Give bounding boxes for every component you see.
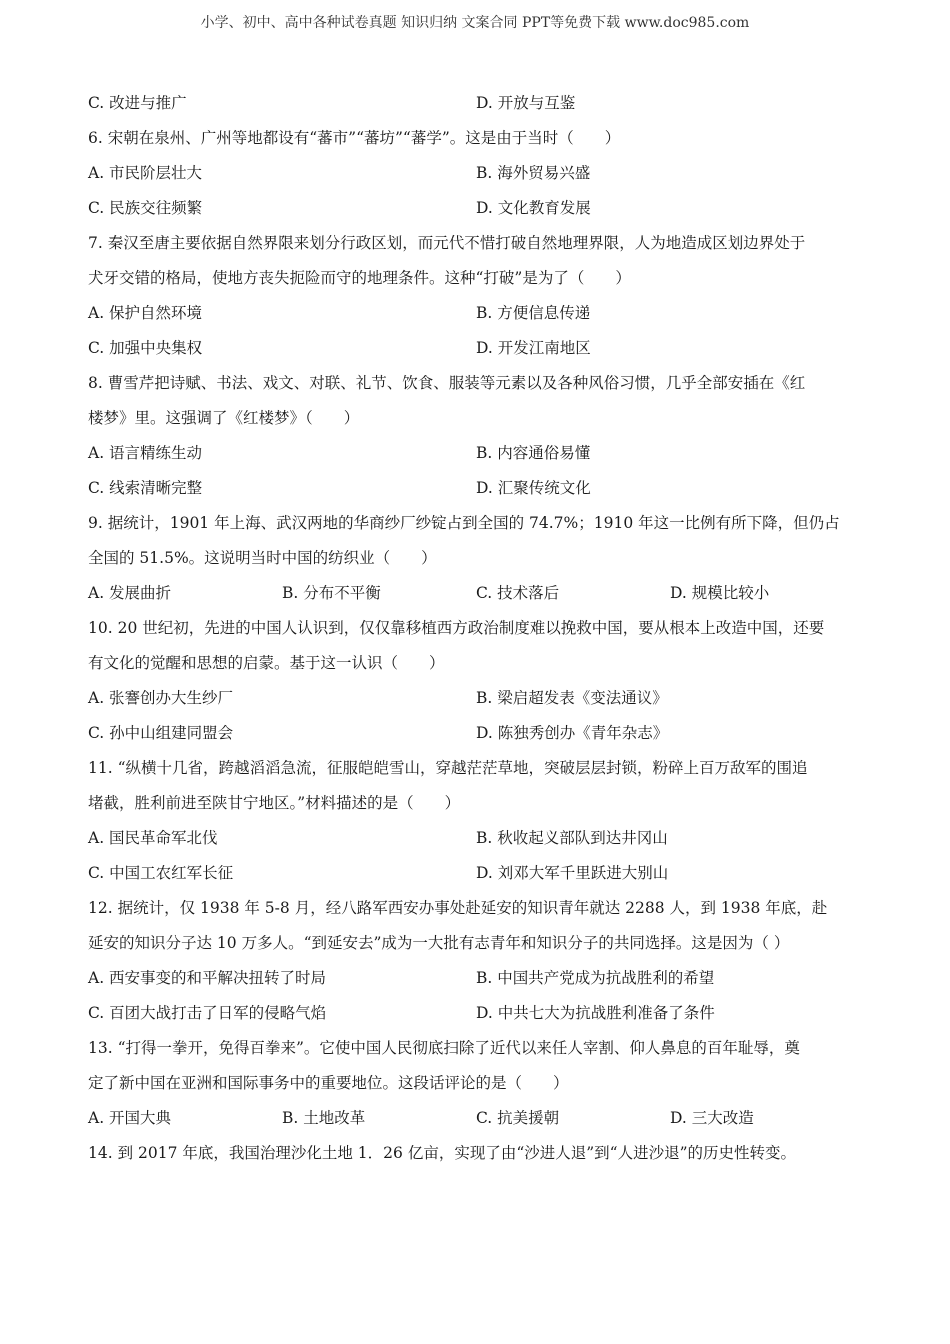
q8-option-b: B. 内容通俗易懂 <box>476 444 591 462</box>
q8-option-c: C. 线索清晰完整 <box>88 479 203 497</box>
q11-option-a: A. 国民革命军北伐 <box>88 829 218 847</box>
q13-option-a: A. 开国大典 <box>88 1109 172 1127</box>
q11-line-2: 堵截，胜利前进至陕甘宁地区。”材料描述的是（ ） <box>88 794 461 812</box>
q11-line-1: 11. “纵横十几省，跨越滔滔急流，征服皑皑雪山，穿越茫茫草地，突破层层封锁，粉碎上百万敌军的围追 <box>88 759 808 777</box>
q7-option-d: D. 开发江南地区 <box>476 339 591 357</box>
q5-option-d: D. 开放与互鉴 <box>476 94 576 112</box>
q12-option-c: C. 百团大战打击了日军的侵略气焰 <box>88 1004 327 1022</box>
q8-option-a: A. 语言精练生动 <box>88 444 203 462</box>
q9-option-a: A. 发展曲折 <box>88 584 172 602</box>
q10-option-b: B. 梁启超发表《变法通议》 <box>476 689 668 707</box>
q7-line-1: 7. 秦汉至唐主要依据自然界限来划分行政区划，而元代不惜打破自然地理界限，人为地造成区划边界处于 <box>88 234 806 252</box>
q13-option-d: D. 三大改造 <box>670 1109 754 1127</box>
q8-option-d: D. 汇聚传统文化 <box>476 479 591 497</box>
q6-options-row-1 <box>88 156 868 191</box>
q9-options <box>88 576 868 611</box>
q7-option-c: C. 加强中央集权 <box>88 339 203 357</box>
q12-options-row-1 <box>88 961 868 996</box>
q9-line-1: 9. 据统计，1901 年上海、武汉两地的华商纱厂纱锭占到全国的 74.7%；1910 年这一比例有所下降，但仍占 <box>88 514 840 532</box>
q12-option-d: D. 中共七大为抗战胜利准备了条件 <box>476 1004 715 1022</box>
q12-option-a: A. 西安事变的和平解决扭转了时局 <box>88 969 327 987</box>
page-header: 小学、初中、高中各种试卷真题 知识归纳 文案合同 PPT等免费下载 www.doc985.com <box>200 15 750 31</box>
q6-option-a: A. 市民阶层壮大 <box>88 164 203 182</box>
q6-option-d: D. 文化教育发展 <box>476 199 591 217</box>
q11-option-c: C. 中国工农红军长征 <box>88 864 234 882</box>
q6-options-row-2 <box>88 191 868 226</box>
q13-line-2: 定了新中国在亚洲和国际事务中的重要地位。这段话评论的是（ ） <box>88 1074 569 1092</box>
q12-option-b: B. 中国共产党成为抗战胜利的希望 <box>476 969 715 987</box>
q10-option-d: D. 陈独秀创办《青年杂志》 <box>476 724 669 742</box>
q10-line-1: 10. 20 世纪初，先进的中国人认识到，仅仅靠移植西方政治制度难以挽救中国，要从根本上改造中国，还要 <box>88 619 825 637</box>
q9-option-c: C. 技术落后 <box>476 584 560 602</box>
q6-option-b: B. 海外贸易兴盛 <box>476 164 591 182</box>
q12-line-2: 延安的知识分子达 10 万多人。“到延安去”成为一大批有志青年和知识分子的共同选择。这是因为（ ） <box>88 934 790 952</box>
q7-options-row-1 <box>88 296 868 331</box>
q13-line-1: 13. “打得一拳开，免得百拳来”。它使中国人民彻底扫除了近代以来任人宰割、仰人鼻息的百年耻辱，奠 <box>88 1039 800 1057</box>
q9-option-d: D. 规模比较小 <box>670 584 770 602</box>
q13-option-c: C. 抗美援朝 <box>476 1109 560 1127</box>
q8-options-row-2 <box>88 471 868 506</box>
q8-options-row-1 <box>88 436 868 471</box>
q8-line-2: 楼梦》里。这强调了《红楼梦》（ ） <box>88 409 360 427</box>
q10-option-c: C. 孙中山组建同盟会 <box>88 724 234 742</box>
q10-options-row-2 <box>88 716 868 751</box>
q13-options <box>88 1101 868 1136</box>
q9-option-b: B. 分布不平衡 <box>282 584 381 602</box>
q7-line-2: 犬牙交错的格局，使地方丧失扼险而守的地理条件。这种“打破”是为了（ ） <box>88 269 631 287</box>
q14-line-1: 14. 到 2017 年底，我国治理沙化土地 1．26 亿亩，实现了由“沙进人退”到“人进沙退”的历史性转变。 <box>88 1144 797 1162</box>
q12-line-1: 12. 据统计，仅 1938 年 5-8 月，经八路军西安办事处赴延安的知识青年就达 2288 人，到 1938 年底，赴 <box>88 899 828 917</box>
q10-line-2: 有文化的觉醒和思想的启蒙。基于这一认识（ ） <box>88 654 445 672</box>
q8-line-1: 8. 曹雪芹把诗赋、书法、戏文、对联、礼节、饮食、服装等元素以及各种风俗习惯，几乎全部安插在《红 <box>88 374 806 392</box>
exam-content <box>88 86 868 1171</box>
q6-line-1: 6. 宋朝在泉州、广州等地都设有“蕃市”“蕃坊”“蕃学”。这是由于当时（ ） <box>88 129 621 147</box>
q7-option-b: B. 方便信息传递 <box>476 304 591 322</box>
q13-option-b: B. 土地改革 <box>282 1109 366 1127</box>
q9-line-2: 全国的 51.5%。这说明当时中国的纺织业（ ） <box>88 549 437 567</box>
q6-option-c: C. 民族交往频繁 <box>88 199 203 217</box>
q11-options-row-1 <box>88 821 868 856</box>
q10-options-row-1 <box>88 681 868 716</box>
q5-options <box>88 86 868 121</box>
q5-option-c: C. 改进与推广 <box>88 94 187 112</box>
q7-options-row-2 <box>88 331 868 366</box>
q11-option-b: B. 秋收起义部队到达井冈山 <box>476 829 668 847</box>
q7-option-a: A. 保护自然环境 <box>88 304 203 322</box>
q10-option-a: A. 张謇创办大生纱厂 <box>88 689 234 707</box>
q11-options-row-2 <box>88 856 868 891</box>
q12-options-row-2 <box>88 996 868 1031</box>
q11-option-d: D. 刘邓大军千里跃进大别山 <box>476 864 669 882</box>
